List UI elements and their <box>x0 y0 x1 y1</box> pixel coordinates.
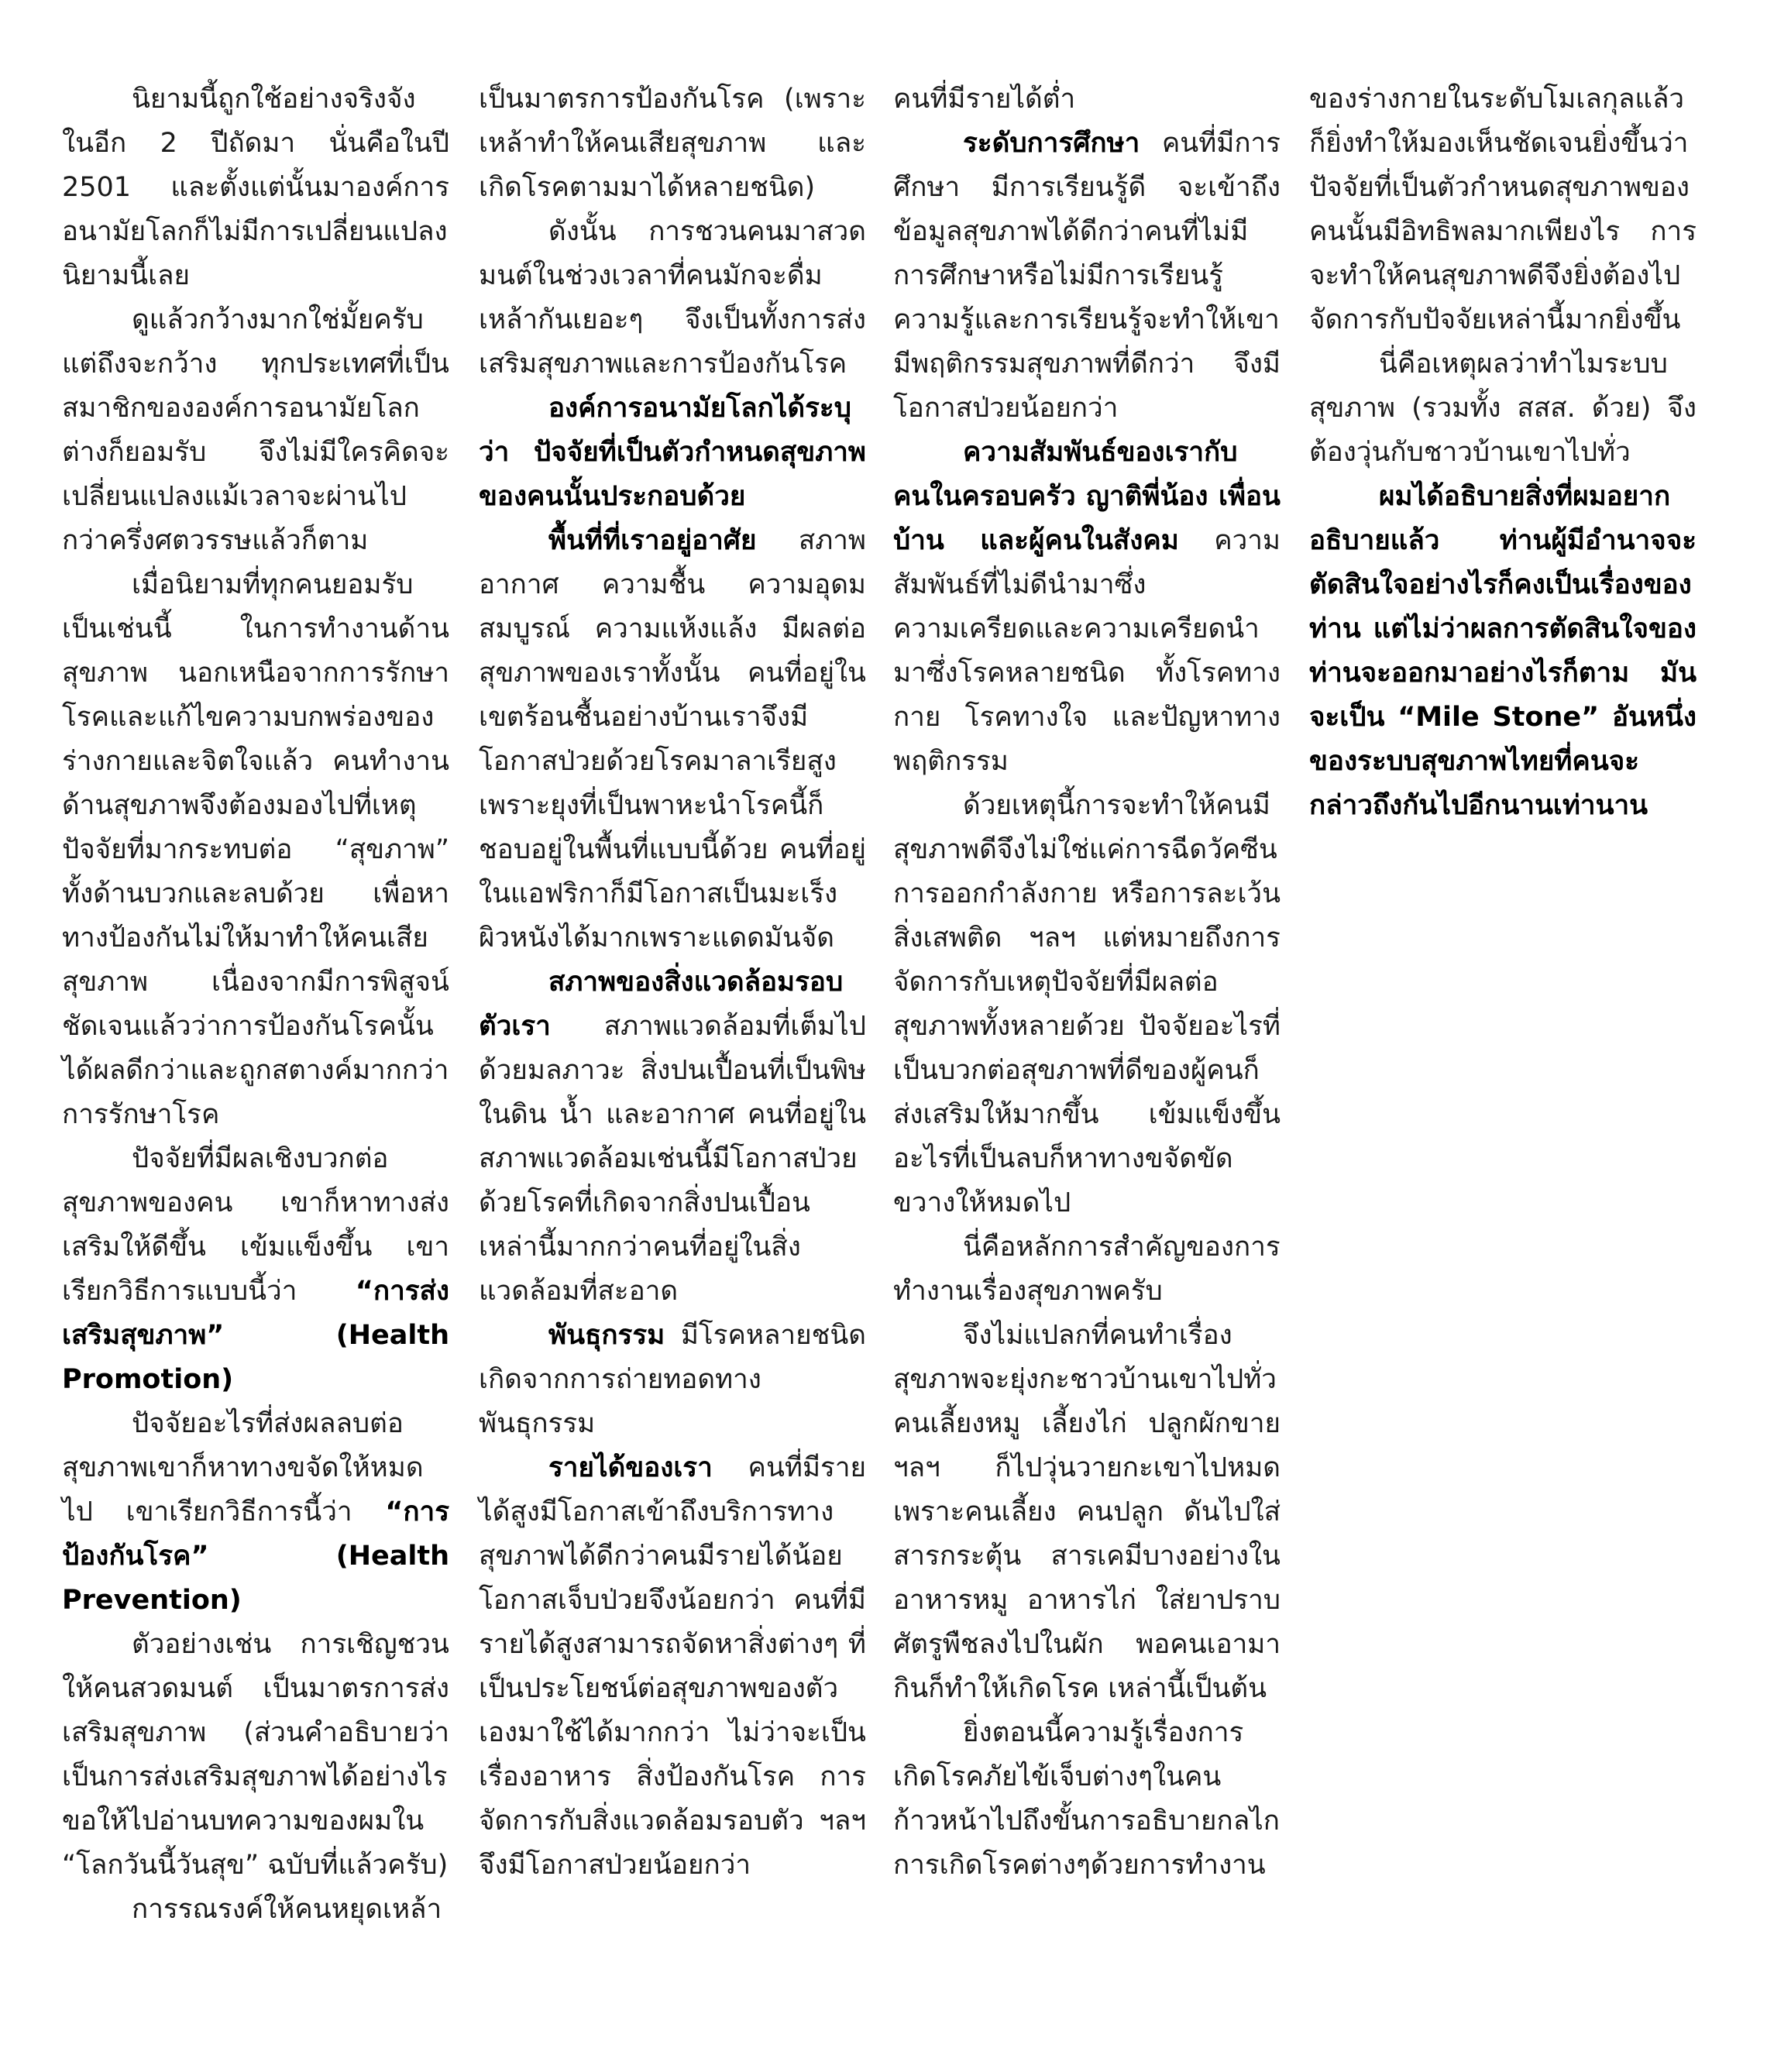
article-paragraph <box>893 122 1281 431</box>
bold-text-segment: ระดับการศึกษา <box>963 128 1140 159</box>
text-segment: ปัจจัยอะไรที่ส่งผลลบต่อสุขภาพเขาก็หาทางขจัดให้หมดไป เขาเรียกวิธีการนี้ว่า <box>62 1408 424 1527</box>
article-column-2 <box>479 77 866 1888</box>
article-paragraph <box>1309 77 1697 342</box>
text-segment: สภาพแวดล้อมที่เต็มไปด้วยมลภาวะ สิ่งปนเปื้อนที่เป็นพิษในดิน น้ำ และอากาศ คนที่อยู่ในสภาพแวดล้อมเช่นนี้มีโอกาสป่วยด้วยโรคที่เกิดจากสิ่งปนเปื้อนเหล่านี้มากกว่าคนที่อยู่ในสิ่งแวดล้อมที่สะอาด <box>479 1011 866 1307</box>
text-segment: เมื่อนิยามที่ทุกคนยอมรับเป็นเช่นนี้ ในการทำงานด้านสุขภาพ นอกเหนือจากการรักษาโรคและแก้ไขความบกพร่องของร่างกายและจิตใจแล้ว คนทำงานด้านสุขภาพจึงต้องมองไปที่เหตุปัจจัยที่มากระทบต่อ “สุขภาพ” ทั้งด้านบวกและลบด้วย เพื่อหาทางป้องกันไม่ให้มาทำให้คนเสียสุขภาพ เนื่องจากมีการพิสูจน์ชัดเจนแล้วว่าการป้องกันโรคนั้นได้ผลดีกว่าและถูกสตางค์มากกว่าการรักษาโรค <box>62 569 449 1130</box>
article-paragraph <box>479 1446 866 1888</box>
bold-text-segment: รายได้ของเรา <box>548 1452 713 1483</box>
text-segment: คนที่มีรายได้สูงมีโอกาสเข้าถึงบริการทางสุขภาพได้ดีกว่าคนมีรายได้น้อย โอกาสเจ็บป่วยจึงน้อยกว่า คนที่มีรายได้สูงสามารถจัดหาสิ่งต่างๆ ที่เป็นประโยชน์ต่อสุขภาพของตัวเองมาใช้ได้มากกว่า ไม่ว่าจะเป็นเรื่องอาหาร สิ่งป้องกันโรค การจัดการกับสิ่งแวดล้อมรอบตัว ฯลฯ จึงมีโอกาสป่วยน้อยกว่า <box>479 1452 866 1881</box>
text-segment: ยิ่งตอนนี้ความรู้เรื่องการเกิดโรคภัยไข้เจ็บต่างๆในคนก้าวหน้าไปถึงขั้นการอธิบายกลไกการเกิดโรคต่างๆด้วยการทำงาน <box>893 1717 1280 1881</box>
article-column-1 <box>62 77 449 1932</box>
article-paragraph <box>1309 475 1697 828</box>
text-segment: ปัจจัยที่มีผลเชิงบวกต่อสุขภาพของคน เขาก็หาทางส่งเสริมให้ดีขึ้น เข้มแข็งขึ้น เขาเรียกวิธีการแบบนี้ว่า <box>62 1143 449 1307</box>
text-segment: ตัวอย่างเช่น การเชิญชวนให้คนสวดมนต์ เป็นมาตรการส่งเสริมสุขภาพ (ส่วนคำอธิบายว่าเป็นการส่งเสริมสุขภาพได้อย่างไร ขอให้ไปอ่านบทความของผมใน “โลกวันนี้วันสุข” ฉบับที่แล้วครับ) <box>62 1629 449 1881</box>
text-segment: นี่คือเหตุผลว่าทำไมระบบสุขภาพ (รวมทั้ง สสส. ด้วย) จึงต้องวุ่นกับชาวบ้านเขาไปทั่ว <box>1309 349 1697 468</box>
article-paragraph <box>62 1137 449 1402</box>
bold-text-segment: พันธุกรรม <box>548 1320 665 1351</box>
article-paragraph <box>62 1402 449 1623</box>
bold-text-segment: ผมได้อธิบายสิ่งที่ผมอยากอธิบายแล้ว ท่านผู้มีอำนาจจะตัดสินใจอย่างไรก็คงเป็นเรื่องของท่าน แต่ไม่ว่าผลการตัดสินใจของท่านจะออกมาอย่างไรก็ตาม มันจะเป็น “Mile Stone” อันหนึ่งของระบบสุขภาพไทยที่คนจะกล่าวถึงกันไปอีกนานเท่านาน <box>1309 481 1697 821</box>
text-segment: ดูแล้วกว้างมากใช่มั้ยครับ แต่ถึงจะกว้าง ทุกประเทศที่เป็นสมาชิกขององค์การอนามัยโลกต่างก็ยอมรับ จึงไม่มีใครคิดจะเปลี่ยนแปลงแม้เวลาจะผ่านไปกว่าครึ่งศตวรรษแล้วก็ตาม <box>62 304 449 556</box>
text-segment: ด้วยเหตุนี้การจะทำให้คนมีสุขภาพดีจึงไม่ใช่แค่การฉีดวัคซีน การออกกำลังกาย หรือการละเว้นสิ่งเสพติด ฯลฯ แต่หมายถึงการจัดการกับเหตุปัจจัยที่มีผลต่อสุขภาพทั้งหลายด้วย ปัจจัยอะไรที่เป็นบวกต่อสุขภาพที่ดีของผู้คนก็ส่งเสริมให้มากขึ้น เข้มแข็งขึ้น อะไรที่เป็นลบก็หาทางขจัดขัดขวางให้หมดไป <box>893 790 1281 1218</box>
bold-text-segment: สภาพของสิ่งแวดล้อมรอบตัวเรา <box>479 967 844 1042</box>
article-paragraph <box>893 1314 1281 1711</box>
article-paragraph <box>893 1711 1281 1888</box>
article-paragraph <box>479 210 866 387</box>
text-segment: จึงไม่แปลกที่คนทำเรื่องสุขภาพจะยุ่งกะชาวบ้านเขาไปทั่ว คนเลี้ยงหมู เลี้ยงไก่ ปลูกผักขาย ฯลฯ ก็ไปวุ่นวายกะเขาไปหมด เพราะคนเลี้ยง คนปลูก ดันไปใส่สารกระตุ้น สารเคมีบางอย่างในอาหารหมู อาหารไก่ ใส่ยาปราบศัตรูพืชลงไปในผัก พอคนเอามากินก็ทำให้เกิดโรค เหล่านี้เป็นต้น <box>893 1320 1281 1704</box>
bold-text-segment: “การป้องกันโรค” (Health Prevention) <box>62 1496 449 1616</box>
bold-text-segment: ความสัมพันธ์ของเรากับคนในครอบครัว ญาติพี่น้อง เพื่อนบ้าน และผู้คนในสังคม <box>893 437 1281 556</box>
article-paragraph <box>479 1314 866 1446</box>
text-segment: ความสัมพันธ์ที่ไม่ดีนำมาซึ่งความเครียดและความเครียดนำมาซึ่งโรคหลายชนิด ทั้งโรคทางกาย โรคทางใจ และปัญหาทางพฤติกรรม <box>893 525 1281 777</box>
article-paragraph <box>62 1623 449 1888</box>
bold-text-segment: “การส่งเสริมสุขภาพ” (Health Promotion) <box>62 1276 449 1395</box>
article-paragraph <box>893 784 1281 1225</box>
text-segment: ดังนั้น การชวนคนมาสวดมนต์ในช่วงเวลาที่คนมักจะดื่มเหล้ากันเยอะๆ จึงเป็นทั้งการส่งเสริมสุขภาพและการป้องกันโรค <box>479 216 866 380</box>
article-paragraph <box>479 960 866 1314</box>
text-segment: คนที่มีรายได้ต่ำ <box>893 84 1076 115</box>
text-segment: การรณรงค์ให้คนหยุดเหล้า <box>132 1894 442 1925</box>
text-segment: นี่คือหลักการสำคัญของการทำงานเรื่องสุขภาพครับ <box>893 1232 1281 1307</box>
article-paragraph <box>479 387 866 519</box>
article-paragraph <box>893 1225 1281 1314</box>
article-column-3 <box>893 77 1281 1888</box>
article-paragraph <box>479 77 866 210</box>
article-paragraph <box>1309 342 1697 475</box>
text-segment: คนที่มีการศึกษา มีการเรียนรู้ดี จะเข้าถึงข้อมูลสุขภาพได้ดีกว่าคนที่ไม่มีการศึกษาหรือไม่มีการเรียนรู้ ความรู้และการเรียนรู้จะทำให้เขามีพฤติกรรมสุขภาพที่ดีกว่า จึงมีโอกาสป่วยน้อยกว่า <box>893 128 1281 424</box>
article-paragraph <box>62 563 449 1137</box>
article-paragraph <box>62 298 449 563</box>
text-segment: เป็นมาตรการป้องกันโรค (เพราะเหล้าทำให้คนเสียสุขภาพ และเกิดโรคตามมาได้หลายชนิด) <box>479 84 866 203</box>
bold-text-segment: องค์การอนามัยโลกได้ระบุว่า ปัจจัยที่เป็นตัวกำหนดสุขภาพของคนนั้นประกอบด้วย <box>479 393 866 512</box>
article-paragraph <box>479 519 866 960</box>
text-segment: ของร่างกายในระดับโมเลกุลแล้วก็ยิ่งทำให้มองเห็นชัดเจนยิ่งขึ้นว่า ปัจจัยที่เป็นตัวกำหนดสุขภาพของคนนั้นมีอิทธิพลมากเพียงไร การจะทำให้คนสุขภาพดีจึงยิ่งต้องไปจัดการกับปัจจัยเหล่านี้มากยิ่งขึ้น <box>1309 84 1697 335</box>
text-segment: มีโรคหลายชนิดเกิดจากการถ่ายทอดทางพันธุกรรม <box>479 1320 866 1439</box>
article-column-4 <box>1309 77 1697 828</box>
article-paragraph <box>62 77 449 298</box>
text-segment: นิยามนี้ถูกใช้อย่างจริงจัง ในอีก 2 ปีถัดมา นั่นคือในปี 2501 และตั้งแต่นั้นมาองค์การอนามัยโลกก็ไม่มีการเปลี่ยนแปลงนิยามนี้เลย <box>62 84 449 291</box>
bold-text-segment: พื้นที่ที่เราอยู่อาศัย <box>548 525 757 556</box>
text-segment: สภาพอากาศ ความชื้น ความอุดมสมบูรณ์ ความแห้งแล้ง มีผลต่อสุขภาพของเราทั้งนั้น คนที่อยู่ในเขตร้อนชื้นอย่างบ้านเราจึงมีโอกาสป่วยด้วยโรคมาลาเรียสูง เพราะยุงที่เป็นพาหะนำโรคนี้ก็ชอบอยู่ในพื้นที่แบบนี้ด้วย คนที่อยู่ในแอฟริกาก็มีโอกาสเป็นมะเร็งผิวหนังได้มากเพราะแดดมันจัด <box>479 525 866 954</box>
article-paragraph <box>62 1888 449 1932</box>
article-paragraph <box>893 77 1281 122</box>
article-paragraph <box>893 431 1281 784</box>
